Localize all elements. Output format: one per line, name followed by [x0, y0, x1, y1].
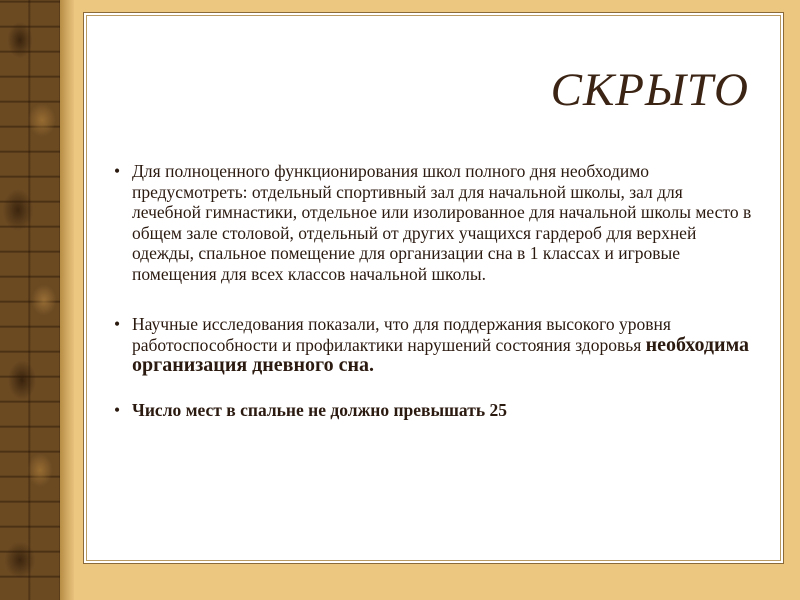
bullet-item [114, 400, 754, 421]
decorative-wood-strip [0, 0, 60, 600]
bullet-item [114, 314, 754, 376]
bullet-text: Число мест в спальне не должно превышать 25 [132, 399, 507, 420]
bullet-icon: • [114, 314, 121, 334]
slide-title: СКРЫТО [550, 64, 749, 116]
slide-card [83, 12, 784, 564]
bullet-icon: • [114, 399, 121, 420]
bullet-list [114, 161, 754, 420]
bullet-item [114, 161, 754, 284]
bullet-icon: • [114, 161, 121, 181]
bullet-text: Научные исследования показали, что для поддержания высокого уровня работоспособности и профилактики нарушений состояния здоровья [132, 314, 671, 355]
decorative-strip-edge [60, 0, 74, 600]
bullet-emphasis-text: необходима организация дневного сна. [132, 333, 750, 376]
bullet-text: Для полноценного функционирования школ полного дня необходимо предусмотреть: отдельный спортивный зал для начальной школы, зал для лечебной гимнастики, отдельное или изолированное для начальной школы место в общем зале столовой, отдельный от других учащихся гардероб для верхней одежды, спальное помещение для организации сна в 1 классах и игровые помещения для всех классов начальной школы. [132, 161, 752, 284]
